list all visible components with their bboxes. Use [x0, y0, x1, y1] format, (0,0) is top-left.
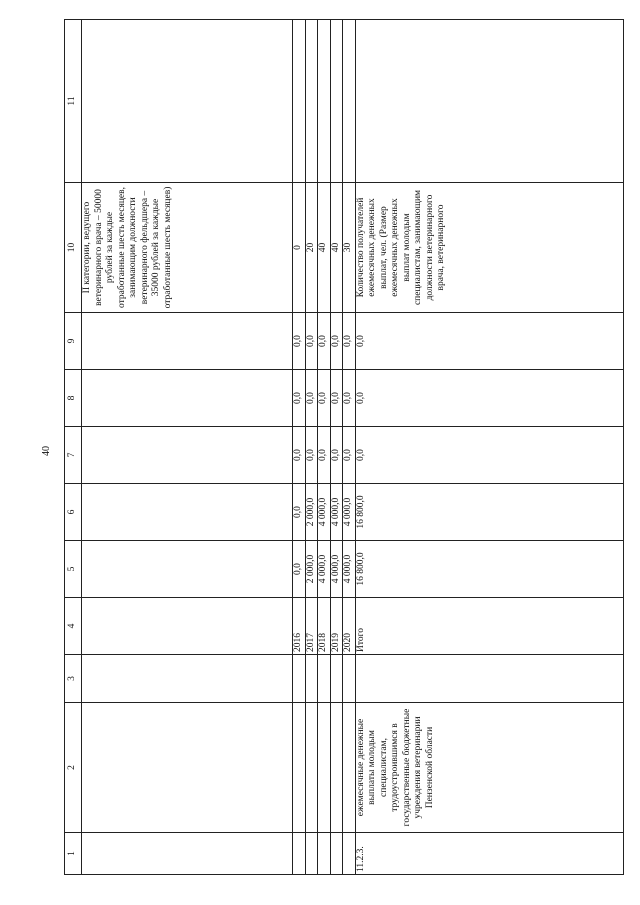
- prev-cell-1: [82, 833, 293, 875]
- value-col7: 0,0: [293, 427, 306, 484]
- value-col6: 0,0: [293, 484, 306, 541]
- prev-cell-9: [82, 313, 293, 370]
- yr-empty-1: [293, 833, 306, 875]
- year-label: 2019: [330, 598, 343, 655]
- header-row: [65, 20, 82, 875]
- prev-cell-6: [82, 484, 293, 541]
- col-header-6: 6: [65, 484, 82, 541]
- col-header-5: 5: [65, 541, 82, 598]
- item-cell-3: [355, 655, 624, 703]
- value-col9: 0,0: [318, 313, 331, 370]
- prev-cell-4: [82, 598, 293, 655]
- year-label: 2020: [343, 598, 356, 655]
- col-header-9: 9: [65, 313, 82, 370]
- prev-cell-3: [82, 655, 293, 703]
- value-col6: 4 000,0: [330, 484, 343, 541]
- value-col9: 0,0: [293, 313, 306, 370]
- value-col8: 0,0: [318, 370, 331, 427]
- value-col7: 0,0: [330, 427, 343, 484]
- col-header-8: 8: [65, 370, 82, 427]
- total-col5: 16 800,0: [355, 541, 624, 598]
- year-label: 2017: [305, 598, 318, 655]
- item-name: ежемесячные денежные выплаты молодым специалистам, трудоустроившимся в государственные бюджетные учреждения ветеринарии Пензенской области: [355, 703, 624, 833]
- prev-indicator-text: II категории, ведущего ветеринарного врача – 50000 рублей за каждые отработанные шесть месяцев, занимающим должности ветеринарного фельдшера – 35000 рублей за каждые отработанные шесть месяцев): [82, 183, 293, 313]
- value-col8: 0,0: [330, 370, 343, 427]
- col-header-11: 11: [65, 20, 82, 183]
- total-col7: 0,0: [355, 427, 624, 484]
- item-row: [355, 20, 624, 875]
- value-col6: 2 000,0: [305, 484, 318, 541]
- col-header-10: 10: [65, 183, 82, 313]
- prev-cell-11: [82, 20, 293, 183]
- value-col10: 40: [318, 183, 331, 313]
- value-col8: 0,0: [343, 370, 356, 427]
- total-col8: 0,0: [355, 370, 624, 427]
- col-header-3: 3: [65, 655, 82, 703]
- table-container: [64, 20, 624, 875]
- value-col6: 4 000,0: [343, 484, 356, 541]
- value-col10: 0: [293, 183, 306, 313]
- year-row-2017: [305, 20, 318, 875]
- value-col8: 0,0: [293, 370, 306, 427]
- year-row-2018: [318, 20, 331, 875]
- year-label: 2018: [318, 598, 331, 655]
- value-col7: 0,0: [343, 427, 356, 484]
- year-row-2020: [343, 20, 356, 875]
- item-indicator-text: Количество получателей ежемесячных денежных выплат, чел. (Размер ежемесячных денежных выплат молодым специалистам, занимающим должности ветеринарного врача, ветеринарного: [355, 183, 624, 313]
- value-col10: 30: [343, 183, 356, 313]
- value-col5: 2 000,0: [305, 541, 318, 598]
- value-col6: 4 000,0: [318, 484, 331, 541]
- year-row-2019: [330, 20, 343, 875]
- prev-cell-5: [82, 541, 293, 598]
- col-header-4: 4: [65, 598, 82, 655]
- value-col10: 20: [305, 183, 318, 313]
- value-col5: 4 000,0: [330, 541, 343, 598]
- rotated-table-frame: [64, 20, 624, 875]
- value-col9: 0,0: [343, 313, 356, 370]
- value-col10: 40: [330, 183, 343, 313]
- item-cell-11: [355, 20, 624, 183]
- yr-empty-2: [293, 703, 306, 833]
- yr-empty-3: [293, 655, 306, 703]
- value-col5: 4 000,0: [343, 541, 356, 598]
- prev-cell-8: [82, 370, 293, 427]
- value-col9: 0,0: [330, 313, 343, 370]
- prev-block-row: [82, 20, 293, 875]
- value-col8: 0,0: [305, 370, 318, 427]
- value-col9: 0,0: [305, 313, 318, 370]
- page-number: 40: [41, 446, 52, 456]
- prev-cell-7: [82, 427, 293, 484]
- yr-empty-11: [293, 20, 306, 183]
- total-label: Итого: [355, 598, 624, 655]
- year-label: 2016: [293, 598, 306, 655]
- value-col5: 4 000,0: [318, 541, 331, 598]
- col-header-7: 7: [65, 427, 82, 484]
- col-header-1: 1: [65, 833, 82, 875]
- total-col9: 0,0: [355, 313, 624, 370]
- program-table: [64, 19, 624, 875]
- value-col7: 0,0: [318, 427, 331, 484]
- year-row-2016: [293, 20, 306, 875]
- item-number: 11.2.3.: [355, 833, 624, 875]
- col-header-2: 2: [65, 703, 82, 833]
- total-col6: 16 800,0: [355, 484, 624, 541]
- value-col5: 0,0: [293, 541, 306, 598]
- value-col7: 0,0: [305, 427, 318, 484]
- prev-cell-2: [82, 703, 293, 833]
